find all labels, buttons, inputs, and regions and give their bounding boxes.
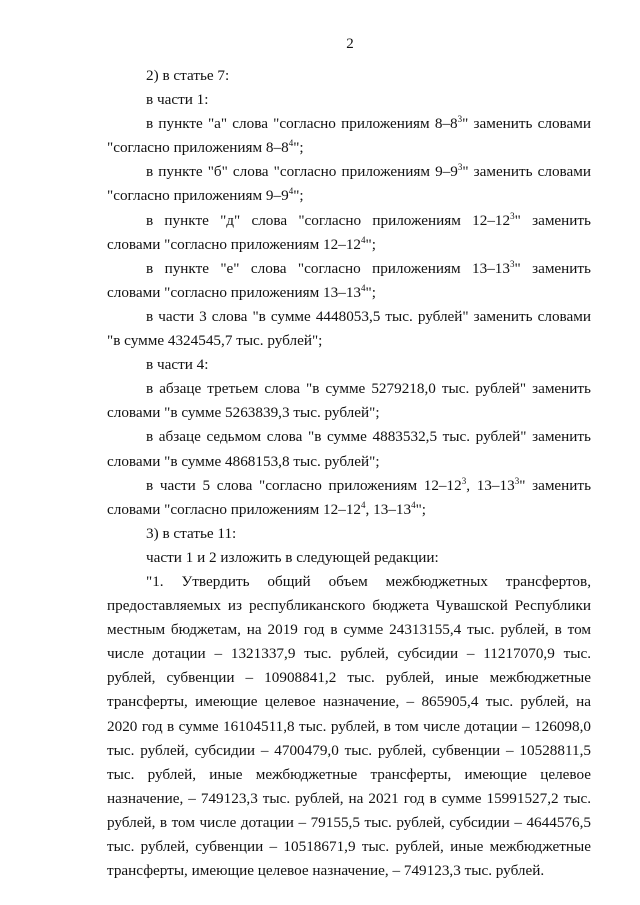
text-run: в части 4: [146, 356, 209, 374]
superscript: 3 [457, 162, 463, 173]
text-run: , 13–13 [466, 476, 515, 494]
text-run: в части 5 слова "согласно приложениям 12–12 [146, 476, 462, 494]
paragraph [107, 522, 591, 546]
superscript: 3 [509, 258, 515, 269]
paragraph [107, 570, 591, 883]
superscript: 4 [361, 282, 366, 293]
text-run: " заменить словами "согласно приложениям 8–8 [107, 115, 591, 157]
text-run: в абзаце седьмом слова "в сумме 4883532,5 тыс. рублей" заменить словами "в сумме 4868153,8 тыс. рублей"; [107, 428, 591, 470]
paragraph [107, 305, 591, 353]
paragraph [107, 257, 591, 305]
superscript: 3 [457, 114, 463, 125]
text-run: в пункте "е" слова "согласно приложениям 13–13 [146, 259, 510, 277]
text-run: в абзаце третьем слова "в сумме 5279218,0 тыс. рублей" заменить словами "в сумме 5263839,3 тыс. рублей"; [107, 380, 591, 422]
text-run: " заменить словами "согласно приложениям 12–12 [107, 476, 591, 518]
superscript: 3 [510, 210, 515, 221]
paragraph [107, 209, 591, 257]
paragraph [107, 546, 591, 570]
text-run: " заменить словами "согласно приложениям 12–12 [107, 211, 591, 253]
document-body [107, 64, 591, 883]
paragraph [107, 377, 591, 425]
superscript: 4 [411, 499, 416, 510]
text-run: в пункте "а" слова "согласно приложениям 8–8 [146, 115, 458, 133]
text-run: "; [415, 500, 427, 518]
text-run: части 1 и 2 изложить в следующей редакции: [146, 548, 439, 566]
text-run: 2) в статье 7: [146, 67, 230, 84]
superscript: 4 [361, 499, 366, 510]
paragraph [107, 160, 591, 208]
text-run: в пункте "б" слова "согласно приложениям 9–9 [146, 163, 458, 181]
paragraph [107, 112, 591, 160]
superscript: 4 [288, 186, 294, 197]
text-run: "; [365, 283, 376, 301]
superscript: 3 [461, 475, 467, 486]
text-run: "; [293, 139, 304, 157]
text-run: "1. Утвердить общий объем межбюджетных трансфертов, предоставляемых из республиканского бюджета Чувашской Республики местным бюджетам, на 2019 год в сумме 24313155,4 тыс. рублей, в том числе дотации – 1321337,9 тыс. рублей, субсидии – 11217070,9 тыс. рублей, субвенции – 10908841,2 тыс. рублей, иные межбюджетные трансферты, имеющие целевое назначение, – 865905,4 тыс. рублей, на 2020 год в сумме 16104511,8 тыс. рублей, в том числе дотации – 126098,0 тыс. рублей, субсидии – 4700479,0 тыс. рублей, субвенции – 10528811,5 тыс. рублей, иные межбюджетные трансферты, имеющие целевое назначение, – 749123,3 тыс. рублей, на 2021 год в сумме 15991527,2 тыс. рублей, в том числе дотации – 79155,5 тыс. рублей, субсидии – 4644576,5 тыс. рублей, субвенции – 10518671,9 тыс. рублей, иные межбюджетные трансферты, имеющие целевое назначение, – 749123,3 тыс. рублей. [107, 572, 591, 880]
text-run: в пункте "д" слова "согласно приложениям 12–12 [146, 211, 511, 229]
superscript: 4 [361, 234, 366, 245]
text-run: 3) в статье 11: [146, 524, 237, 542]
text-run: в части 1: [146, 91, 209, 109]
paragraph [107, 88, 591, 112]
text-run: "; [365, 235, 376, 253]
paragraph [107, 425, 591, 473]
text-run: , 13–13 [365, 500, 412, 518]
paragraph [107, 474, 591, 522]
superscript: 4 [288, 138, 294, 149]
text-run: в части 3 слова "в сумме 4448053,5 тыс. рублей" заменить словами "в сумме 4324545,7 тыс. рублей"; [107, 307, 591, 350]
paragraph [107, 64, 591, 88]
text-run: " заменить словами "согласно приложениям 9–9 [107, 163, 591, 205]
superscript: 3 [514, 475, 520, 486]
text-run: " заменить словами "согласно приложениям 13–13 [107, 259, 591, 301]
text-run: "; [293, 187, 304, 205]
paragraph [107, 353, 591, 377]
page-number: 2 [346, 36, 354, 52]
